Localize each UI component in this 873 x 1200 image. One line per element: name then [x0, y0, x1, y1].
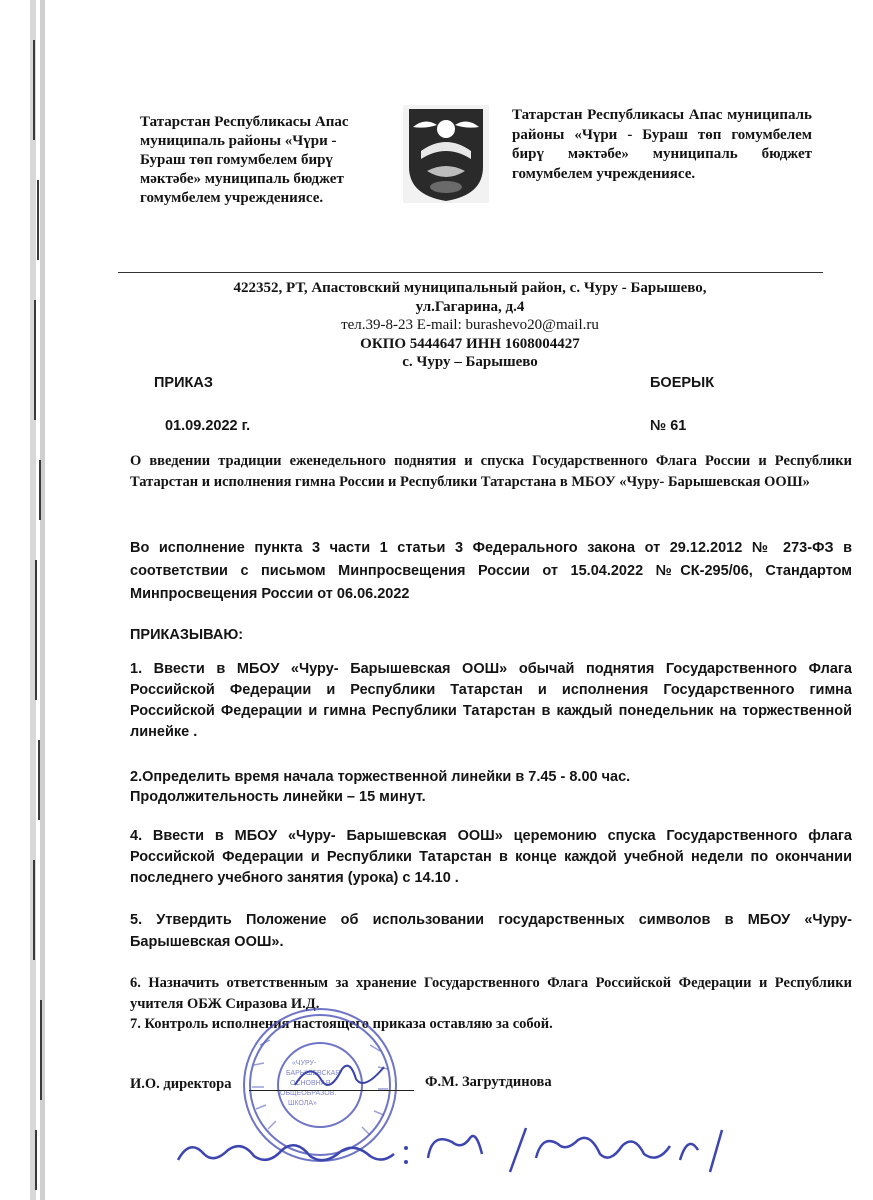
address-line-5: с. Чуру – Барышево — [402, 354, 538, 370]
order-number: № 61 — [650, 418, 687, 434]
header-left-org-name: Татарстан Республикасы Апас муниципаль районы «Чүри - Бураш төп гомумбелем бирү мәктәбе» муниципаль бюджет гомумбелем учреждениясе. — [140, 114, 349, 206]
header-divider — [118, 272, 823, 273]
order-item-7: 7. Контроль исполнения настоящего приказа оставляю за собой. — [130, 1016, 553, 1032]
svg-text:«ЧУРУ-: «ЧУРУ- — [292, 1060, 317, 1067]
preamble: Во исполнение пункта 3 части 1 статьи 3 Федерального закона от 29.12.2012 № 273-ФЗ в соответствии с письмом Минпросвещения России от 15.04.2022 №СК-295/06, Стандартом Минпросвещения России от 06.06.2022 — [130, 540, 852, 602]
header-right-org-name — [512, 106, 812, 184]
address-line-4: ОКПО 5444647 ИНН 1608004427 — [360, 335, 580, 352]
signature-name: Ф.М. Загрутдинова — [425, 1074, 552, 1090]
address-block — [120, 279, 820, 372]
order-item-4: 4. Ввести в МБОУ «Чуру- Барышевская ООШ» церемонию спуска Государственного флага Российской Федерации и Республики Татарстан в конце каждой учебной недели по окончании последнего учебного занятия (урока) с 14.10 . — [130, 828, 852, 886]
scan-edge-artifact — [0, 0, 60, 1200]
order-label-ru: ПРИКАЗ — [154, 375, 213, 391]
order-item-2-duration: Продолжительность линейки – 15 минут. — [130, 789, 426, 805]
order-item-5: 5. Утвердить Положение об использовании государственных символов в МБОУ «Чуру- Барышевская ООШ». — [130, 912, 852, 950]
order-item-1: 1. Ввести в МБОУ «Чуру- Барышевская ООШ» обычай поднятия Государственного Флага Российской Федерации и Республики Татарстан и исполнения Государственного гимна Российской Федерации и гимна Республики Татарстан в каждый понедельник на торжественной линейке . — [130, 661, 852, 740]
order-word: ПРИКАЗЫВАЮ: — [130, 627, 244, 643]
svg-text:ОБЩЕОБРАЗОВ.: ОБЩЕОБРАЗОВ. — [280, 1090, 337, 1097]
director-signature-icon — [290, 1055, 390, 1095]
order-label-tt: БОЕРЫК — [650, 375, 715, 391]
signature-role: И.О. директора — [130, 1076, 232, 1092]
address-line-3: тел.39-8-23 E-mail: burashevo20@mail.ru — [341, 317, 599, 333]
address-line-1: 422352, РТ, Апастовский муниципальный район, с. Чуру - Барышево, — [233, 280, 707, 296]
order-item-6: 6. Назначить ответственным за хранение Государственного Флага Российской Федерации и Республики учителя ОБЖ Сиразова И.Д. — [130, 975, 852, 1012]
acknowledgement-signature — [170, 1120, 730, 1180]
district-emblem-icon — [403, 105, 489, 203]
svg-text:ОСНОВНАЯ: ОСНОВНАЯ — [290, 1080, 331, 1087]
svg-text:БАРЫШЕВСКАЯ: БАРЫШЕВСКАЯ — [286, 1070, 341, 1077]
order-title: О введении традиции еженедельного поднятия и спуска Государственного Флага России и Республики Татарстан и исполнения гимна России и Республики Татарстана в МБОУ «Чуру- Барышевская ООШ» — [130, 453, 852, 490]
header-right-text: Татарстан Республикасы Апас муниципаль районы «Чүри - Бураш төп гомумбелем бирү мәктәбе» муниципаль бюджет гомумбелем учреждениясе. — [512, 107, 812, 182]
order-date: 01.09.2022 г. — [165, 418, 251, 434]
svg-text:ШКОЛА»: ШКОЛА» — [288, 1100, 317, 1107]
address-line-2: ул.Гагарина, д.4 — [415, 298, 525, 315]
order-item-2-time: 2.Определить время начала торжественной линейки в 7.45 - 8.00 час. — [130, 769, 631, 785]
